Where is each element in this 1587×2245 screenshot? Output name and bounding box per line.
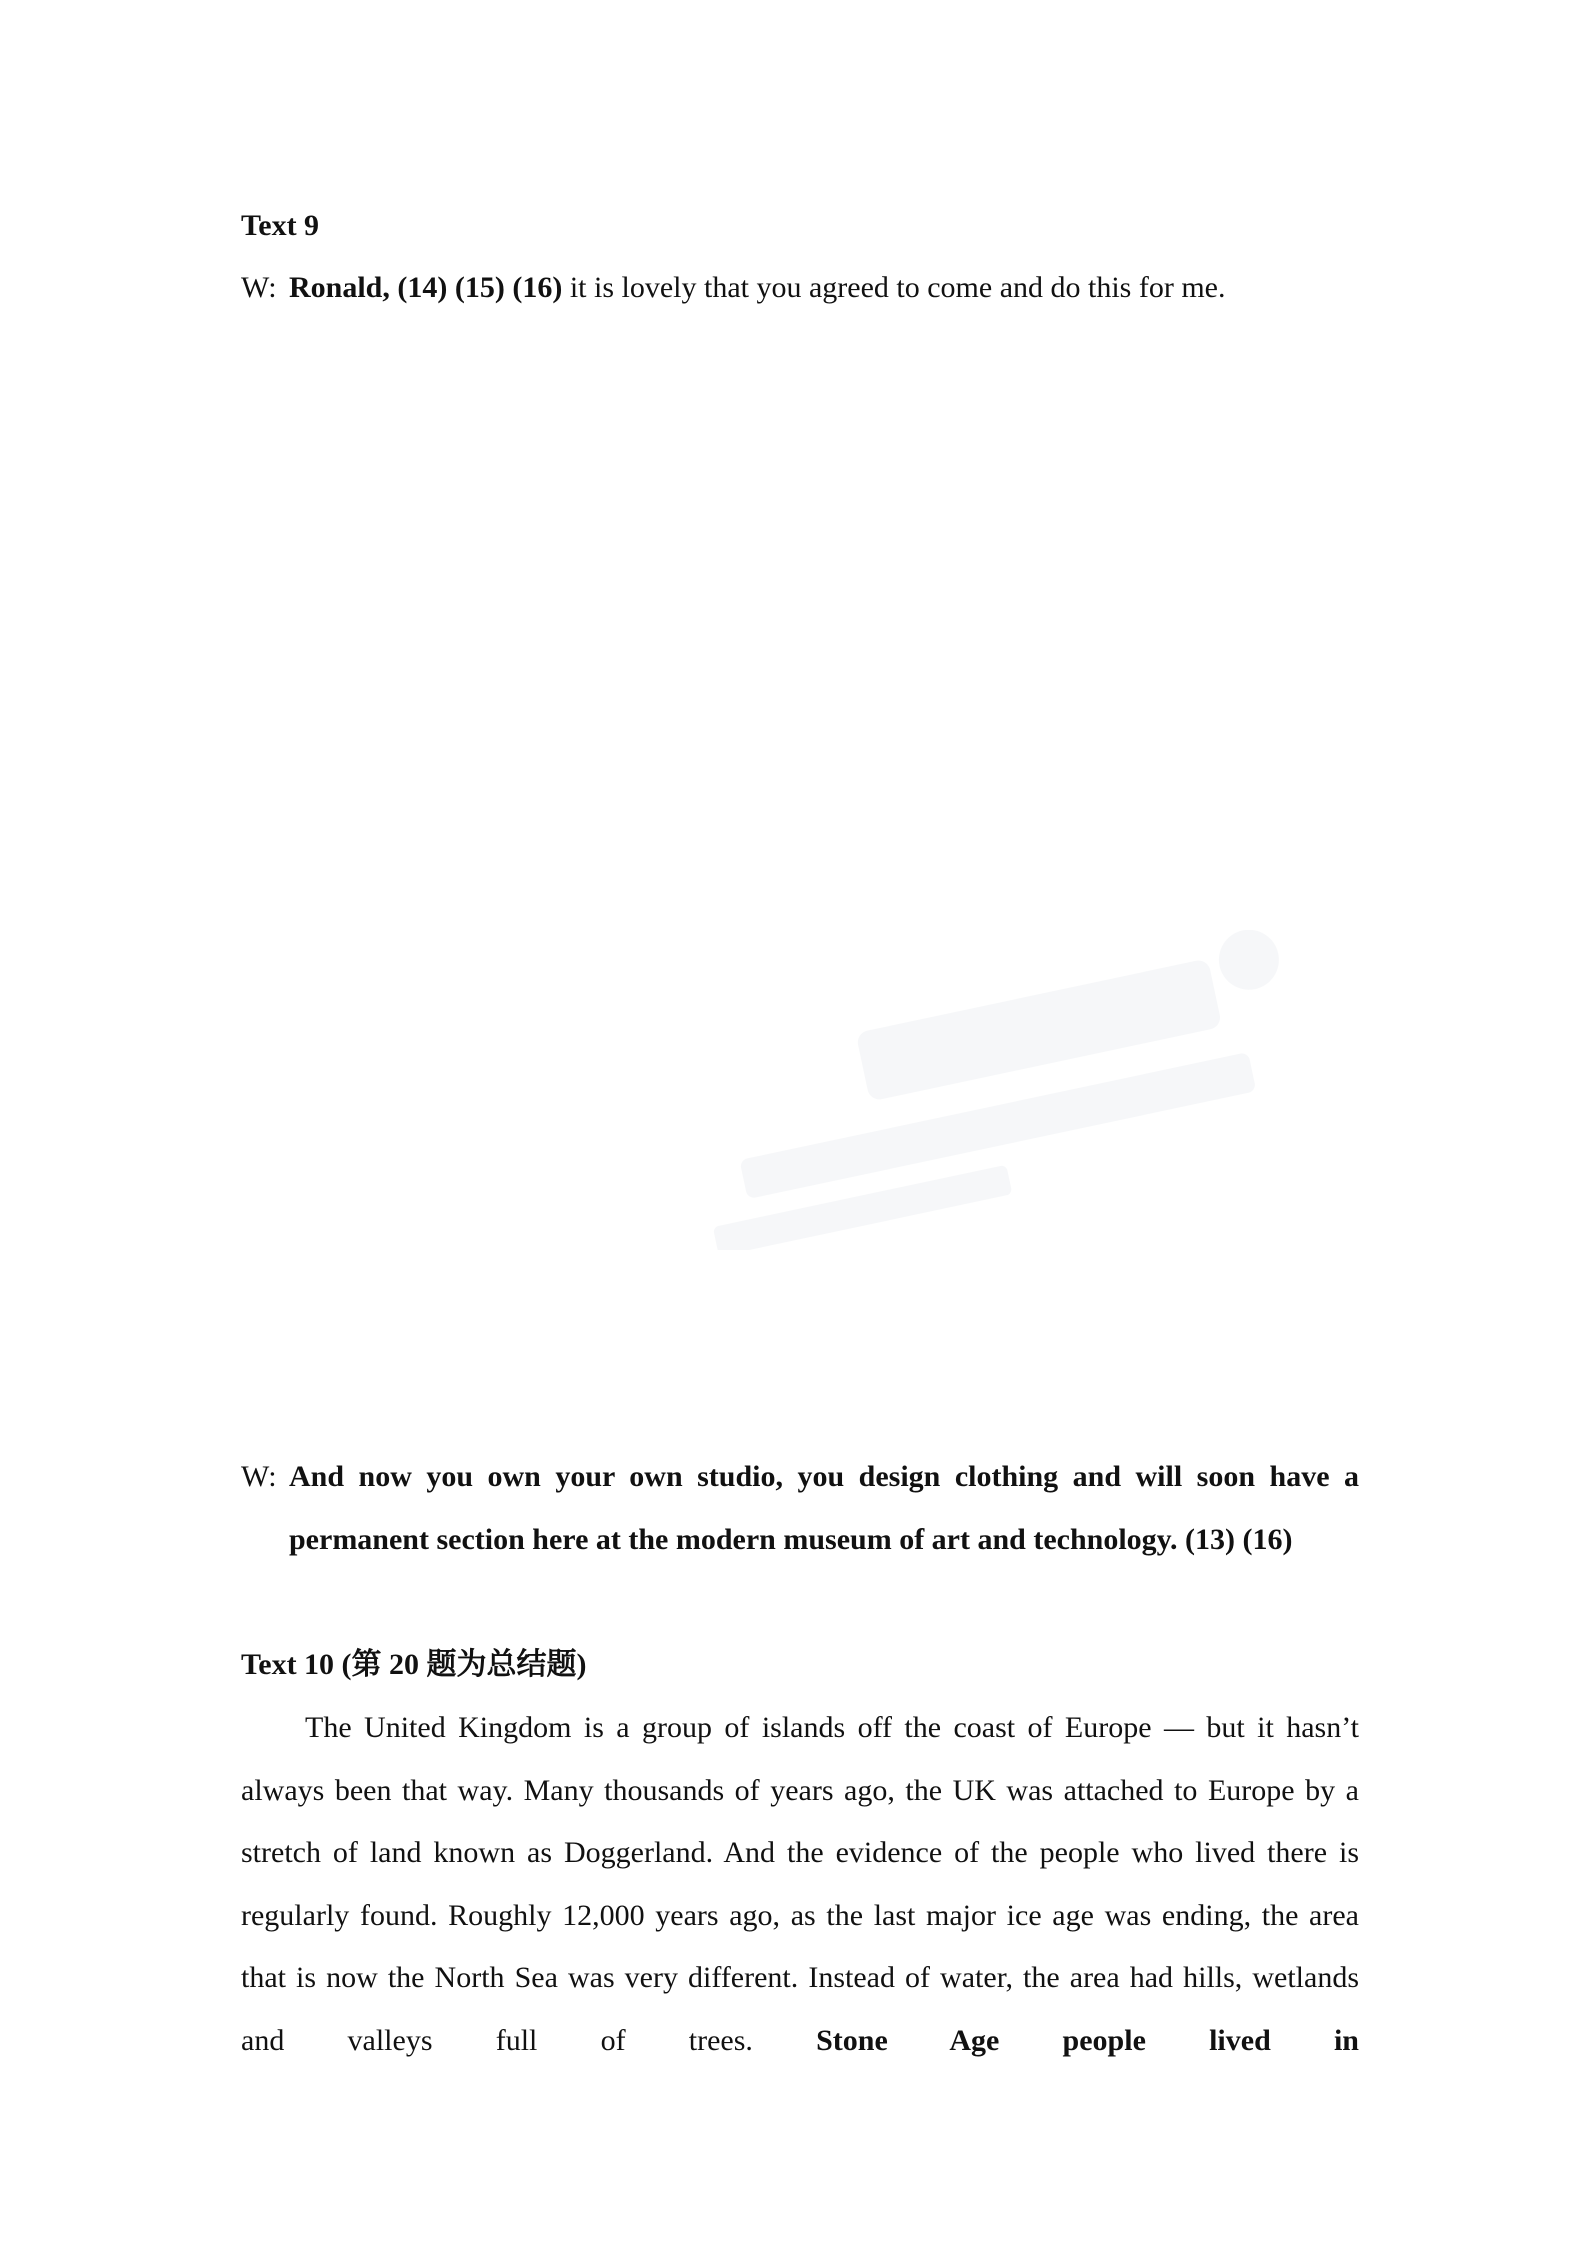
turn-text [289, 1446, 1359, 1571]
dialogue-turn [241, 257, 1359, 320]
speaker-label: W: [241, 271, 277, 304]
document-page [241, 0, 1359, 2245]
key-sentence: And now you own your own studio, you design clothing and will soon have a permanent section here at the modern museum of art and technology. (13) (16) [289, 1460, 1359, 1556]
section-heading: Text 9 [241, 209, 320, 242]
passage-paragraph [241, 1697, 1359, 2073]
watermark-logo [571, 930, 1471, 1250]
key-sentence: Ronald, (14) (15) (16) [289, 271, 563, 304]
turn-text [289, 257, 1359, 320]
key-sentence: Stone Age people lived in [816, 2023, 1359, 2057]
sentence: it is lovely that you agreed to come and do this for me. [562, 271, 1226, 304]
section-heading: Text 10 (第 20 题为总结题) [241, 1648, 587, 1681]
sentence: The United Kingdom is a group of islands off the coast of Europe — but it hasn’t always been that way. Many thousands of years ago, the UK was attached to Europe by a stretch of land known as Doggerland. And the evidence of the people who lived there is regularly found. Roughly 12,000 years ago, as the last major ice age was ending, the area that is now the North Sea was very different. Instead of water, the area had hills, wetlands and valleys full of trees. [241, 1711, 1359, 2057]
dialogue-turn [241, 1446, 1359, 1571]
speaker-label: W: [241, 1460, 277, 1493]
